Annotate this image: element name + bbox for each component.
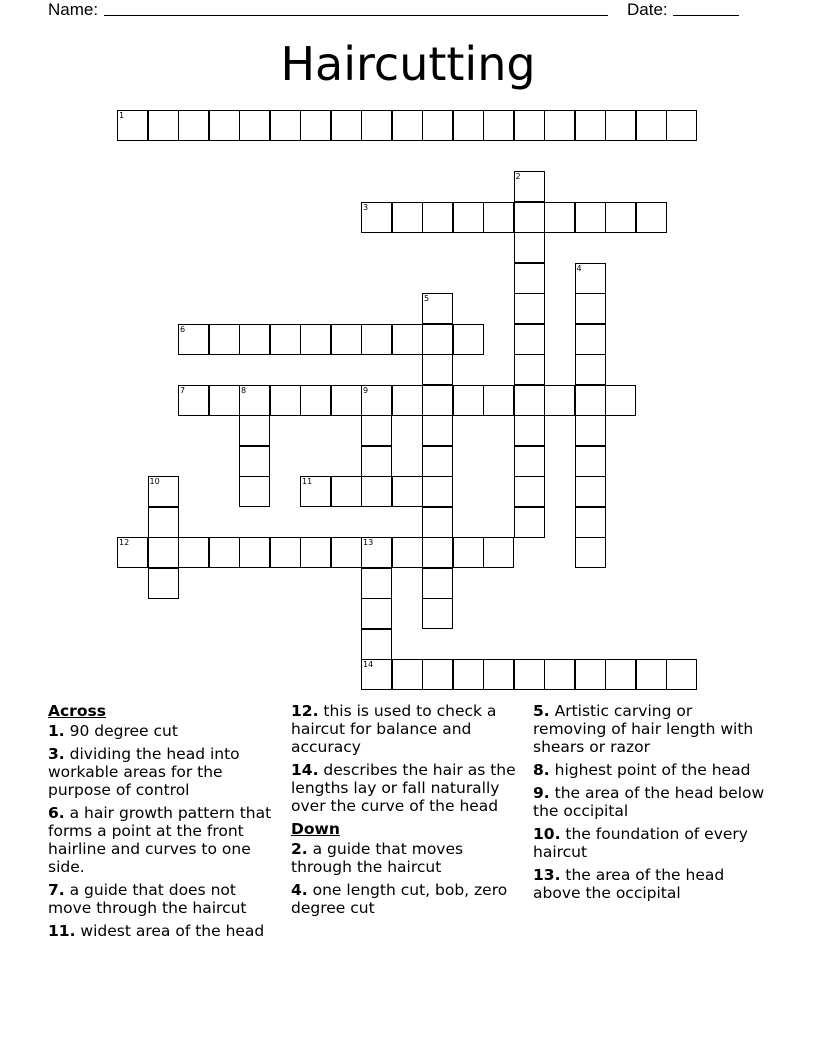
grid-cell[interactable] [422,110,453,141]
cell-number: 5 [424,294,430,303]
grid-cell[interactable] [361,110,392,141]
grid-cell[interactable] [544,202,575,233]
grid-cell[interactable] [422,293,453,324]
section-heading: Down [291,820,340,838]
grid-cell[interactable] [575,415,606,446]
grid-cell[interactable] [270,385,301,416]
grid-cell[interactable] [605,202,636,233]
grid-cell[interactable] [270,324,301,355]
grid-cell[interactable] [239,446,270,477]
clue-text: describes the hair as the lengths lay or fall naturally over the curve of the head [291,761,516,815]
cell-number: 2 [515,172,521,181]
grid-cell[interactable] [422,354,453,385]
grid-cell[interactable] [575,385,606,416]
clue-item [533,702,765,756]
section-heading: Across [48,702,106,720]
grid-cell[interactable] [514,507,545,538]
grid-cell[interactable] [453,659,484,690]
grid-cell[interactable] [361,385,392,416]
clue-item [291,761,523,815]
name-label: Name: [48,0,99,19]
clue-text: highest point of the head [554,761,751,779]
clue-item [533,825,765,861]
grid-cell[interactable] [300,110,331,141]
grid-cell[interactable] [514,476,545,507]
grid-cell[interactable] [514,202,545,233]
clue-item [291,840,523,876]
grid-cell[interactable] [117,110,148,141]
grid-cell[interactable] [270,537,301,568]
cell-number: 9 [363,385,369,395]
grid-cell[interactable] [392,476,423,507]
grid-cell[interactable] [483,110,514,141]
grid-cell[interactable] [239,110,270,141]
clue-text: dividing the head into workable areas for the purpose of control [48,745,240,799]
cell-number: 4 [576,263,582,273]
grid-cell[interactable] [361,629,392,660]
clue-number: 11. [48,922,76,940]
grid-cell[interactable] [422,415,453,446]
clue-text: widest area of the head [80,922,265,940]
grid-cell[interactable] [575,659,606,690]
clue-item [48,722,280,740]
grid-cell[interactable] [209,324,240,355]
clue-item [533,866,765,902]
cell-number: 3 [363,202,369,212]
grid-cell[interactable] [361,415,392,446]
grid-cell[interactable] [575,110,606,141]
grid-cell[interactable] [300,324,331,355]
grid-cell[interactable] [361,537,392,568]
grid-cell[interactable] [361,324,392,355]
clue-text: the foundation of every haircut [533,825,748,861]
grid-cell[interactable] [483,202,514,233]
grid-cell[interactable] [575,507,606,538]
clue-number: 3. [48,745,65,763]
grid-cell[interactable] [514,446,545,477]
grid-cell[interactable] [422,568,453,599]
grid-cell[interactable] [239,537,270,568]
grid-cell[interactable] [148,476,179,507]
clue-item [48,922,280,940]
grid-cell[interactable] [422,659,453,690]
grid-cell[interactable] [575,354,606,385]
clue-number: 2. [291,840,308,858]
grid-cell[interactable] [331,110,362,141]
grid-cell[interactable] [239,385,270,416]
grid-cell[interactable] [209,537,240,568]
grid-cell[interactable] [575,324,606,355]
grid-cell[interactable] [605,385,636,416]
clue-number: 6. [48,804,65,822]
clue-text: a guide that moves through the haircut [291,840,464,876]
grid-cell[interactable] [178,324,209,355]
grid-cell[interactable] [575,293,606,324]
puzzle-title: Haircutting [280,37,536,91]
grid-cell[interactable] [514,171,545,202]
grid-cell[interactable] [209,385,240,416]
grid-cell[interactable] [178,110,209,141]
clue-item [48,745,280,799]
grid-cell[interactable] [666,110,697,141]
grid-cell[interactable] [178,537,209,568]
grid-cell[interactable] [422,507,453,538]
grid-cell[interactable] [392,324,423,355]
clue-column-1 [48,702,280,945]
clue-number: 5. [533,702,550,720]
grid-cell[interactable] [392,202,423,233]
clue-text: a guide that does not move through the haircut [48,881,247,917]
clue-item [533,784,765,820]
grid-cell[interactable] [453,537,484,568]
clue-number: 4. [291,881,308,899]
clue-column-3 [533,702,765,907]
cell-number: 11 [302,477,313,486]
grid-cell[interactable] [575,263,606,294]
clue-text: this is used to check a haircut for balance and accuracy [291,702,497,756]
grid-cell[interactable] [453,202,484,233]
grid-cell[interactable] [453,324,484,355]
grid-cell[interactable] [636,659,667,690]
grid-cell[interactable] [239,324,270,355]
grid-cell[interactable] [392,385,423,416]
grid-cell[interactable] [544,110,575,141]
grid-cell[interactable] [361,202,392,233]
grid-cell[interactable] [270,110,301,141]
grid-cell[interactable] [422,202,453,233]
grid-cell[interactable] [514,232,545,263]
grid-cell[interactable] [544,385,575,416]
clue-text: the area of the head above the occipital [533,866,725,902]
grid-cell[interactable] [361,446,392,477]
clue-item [291,702,523,756]
grid-cell[interactable] [331,476,362,507]
clue-number: 1. [48,722,65,740]
grid-cell[interactable] [605,110,636,141]
grid-cell[interactable] [422,537,453,568]
cell-number: 14 [363,660,374,669]
grid-cell[interactable] [514,415,545,446]
date-label: Date: [627,0,668,19]
grid-cell[interactable] [636,202,667,233]
grid-cell[interactable] [300,476,331,507]
grid-cell[interactable] [331,324,362,355]
clue-number: 9. [533,784,550,802]
cell-number: 1 [119,111,125,120]
grid-cell[interactable] [453,385,484,416]
grid-cell[interactable] [178,385,209,416]
grid-cell[interactable] [514,354,545,385]
grid-cell[interactable] [514,293,545,324]
cell-number: 7 [180,385,186,395]
grid-cell[interactable] [636,110,667,141]
clue-number: 7. [48,881,65,899]
clue-number: 12. [291,702,319,720]
grid-cell[interactable] [422,324,453,355]
grid-cell[interactable] [666,659,697,690]
grid-cell[interactable] [422,446,453,477]
clue-number: 10. [533,825,561,843]
clue-item [48,804,280,876]
grid-cell[interactable] [422,476,453,507]
grid-cell[interactable] [392,659,423,690]
grid-cell[interactable] [300,385,331,416]
grid-cell[interactable] [361,476,392,507]
grid-cell[interactable] [331,385,362,416]
grid-cell[interactable] [148,568,179,599]
grid-cell[interactable] [575,202,606,233]
clue-item [48,881,280,917]
grid-cell[interactable] [605,659,636,690]
clue-text: Artistic carving or removing of hair length with shears or razor [533,702,754,756]
grid-cell[interactable] [361,659,392,690]
grid-cell[interactable] [148,507,179,538]
grid-cell[interactable] [575,537,606,568]
grid-cell[interactable] [239,415,270,446]
clue-text: the area of the head below the occipital [533,784,765,820]
cell-number: 12 [119,538,130,547]
cell-number: 13 [363,538,374,547]
clue-number: 8. [533,761,550,779]
grid-cell[interactable] [148,110,179,141]
grid-cell[interactable] [483,385,514,416]
clue-text: a hair growth pattern that forms a point at the front hairline and curves to one side. [48,804,272,876]
grid-cell[interactable] [209,110,240,141]
grid-cell[interactable] [300,537,331,568]
grid-cell[interactable] [392,110,423,141]
grid-cell[interactable] [148,537,179,568]
grid-cell[interactable] [392,537,423,568]
grid-cell[interactable] [483,659,514,690]
clue-item [533,761,765,779]
grid-cell[interactable] [514,324,545,355]
cell-number: 6 [180,324,186,334]
clue-number: 13. [533,866,561,884]
grid-cell[interactable] [575,476,606,507]
grid-cell[interactable] [575,446,606,477]
grid-cell[interactable] [239,476,270,507]
grid-cell[interactable] [514,263,545,294]
grid-cell[interactable] [453,110,484,141]
cell-number: 10 [149,477,160,486]
grid-cell[interactable] [117,537,148,568]
grid-cell[interactable] [331,537,362,568]
grid-cell[interactable] [361,598,392,629]
grid-cell[interactable] [544,659,575,690]
grid-cell[interactable] [514,110,545,141]
grid-cell[interactable] [514,385,545,416]
clue-column-2 [291,702,523,922]
grid-cell[interactable] [514,659,545,690]
grid-cell[interactable] [422,598,453,629]
clue-text: 90 degree cut [69,722,178,740]
cell-number: 8 [241,385,247,395]
grid-cell[interactable] [361,568,392,599]
clue-item [291,881,523,917]
grid-cell[interactable] [422,385,453,416]
clue-text: one length cut, bob, zero degree cut [291,881,508,917]
clue-number: 14. [291,761,319,779]
grid-cell[interactable] [483,537,514,568]
